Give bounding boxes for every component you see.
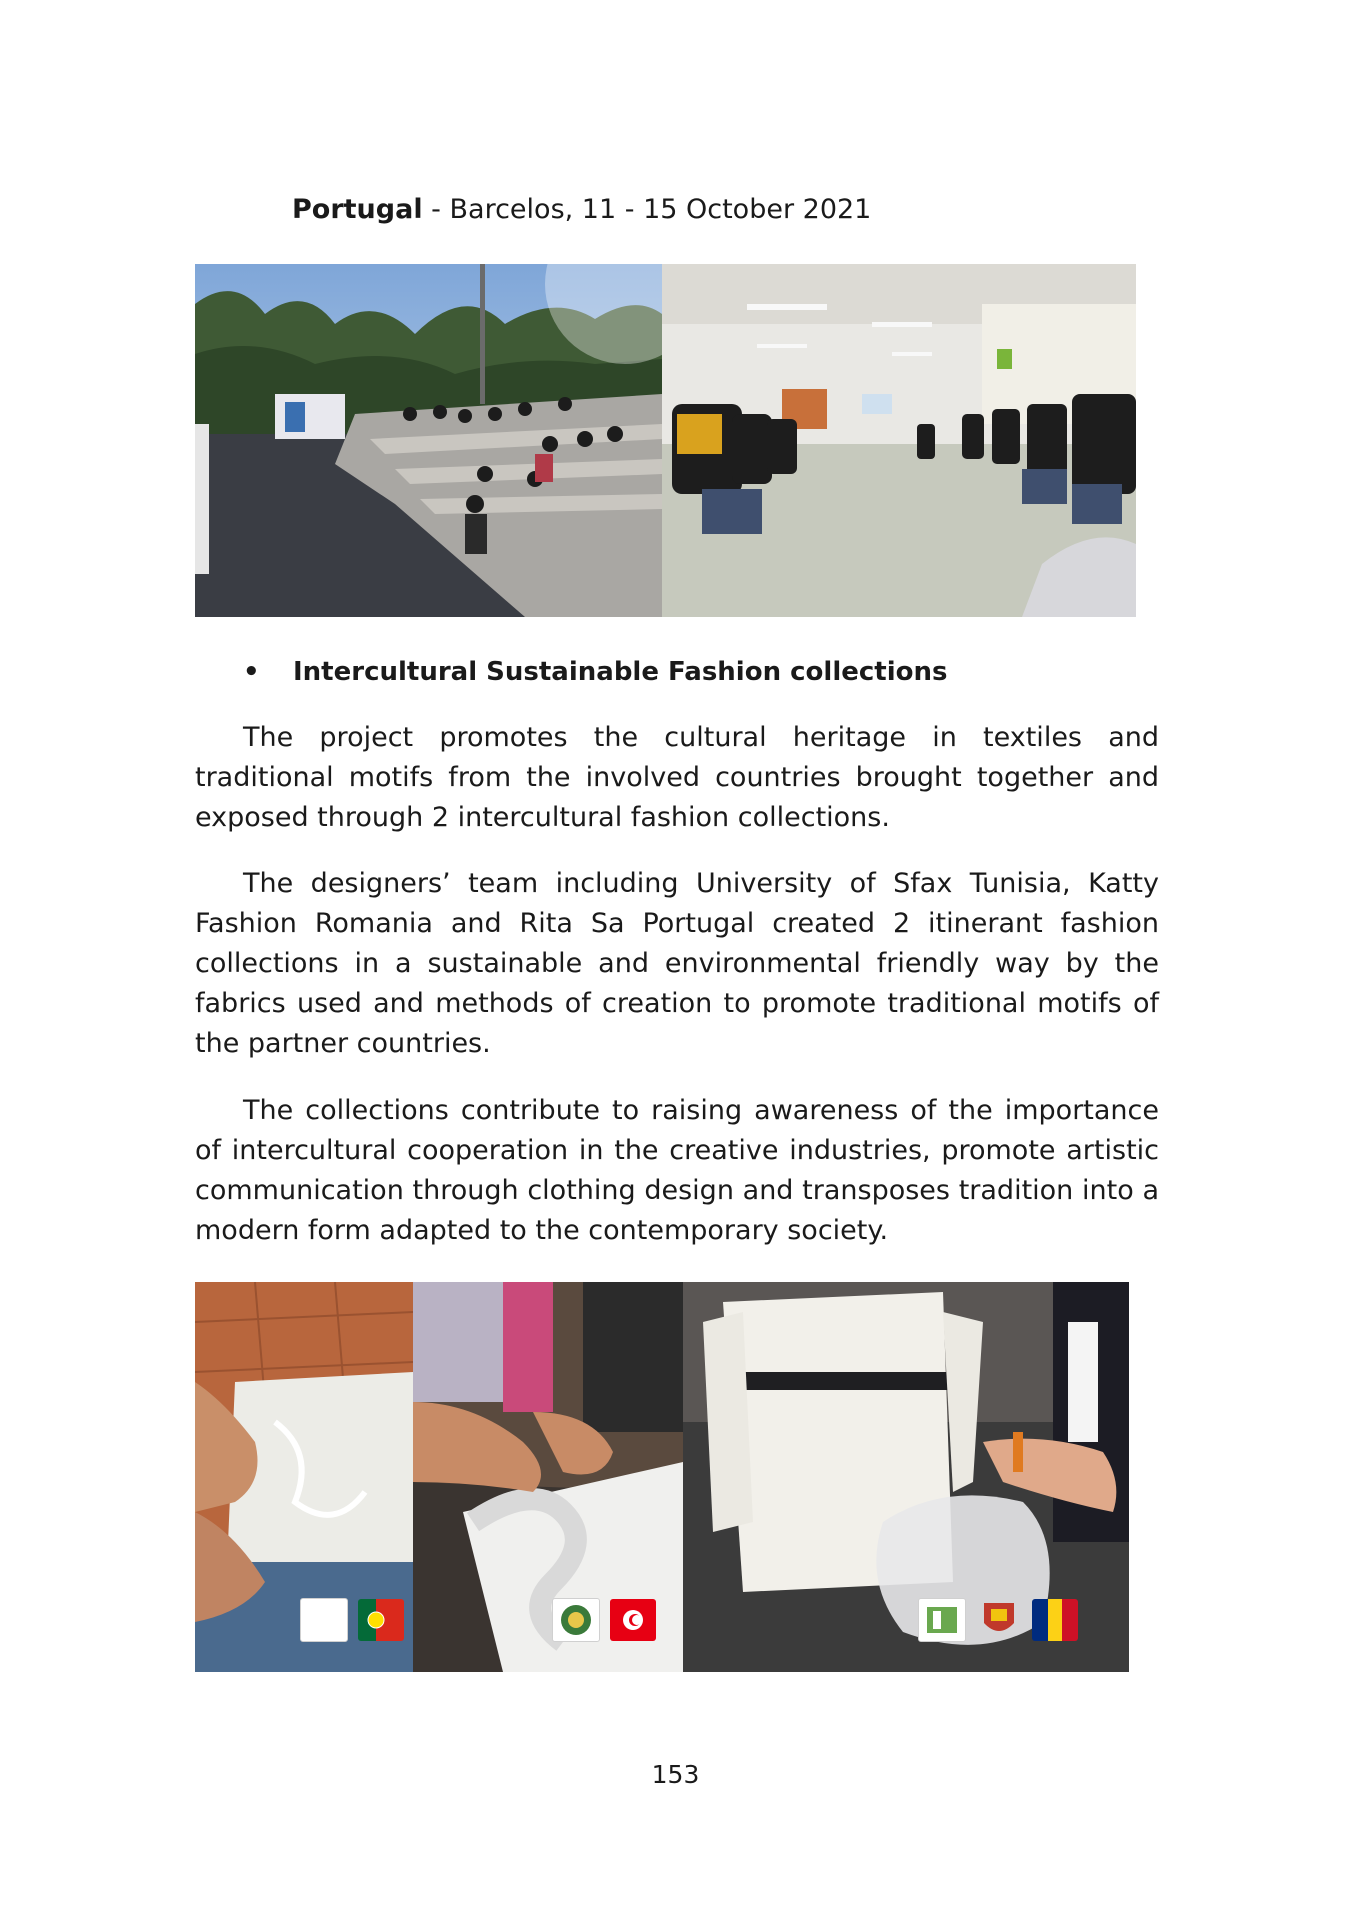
portugal-badges xyxy=(300,1598,404,1642)
katty-fashion-logo-icon xyxy=(918,1598,966,1642)
event-photo-strip xyxy=(195,264,1136,617)
romania-flag-icon xyxy=(1032,1599,1078,1641)
section-bullet xyxy=(243,652,947,692)
designer-logo-icon xyxy=(300,1598,348,1642)
bullet-marker: • xyxy=(243,657,260,687)
indoor-circle-photo xyxy=(662,264,1136,617)
section-title: Intercultural Sustainable Fashion collections xyxy=(293,657,948,687)
university-seal-icon xyxy=(552,1598,600,1642)
heading-separator: - xyxy=(422,194,450,225)
paragraph: The designers’ team including University of Sfax Tunisia, Katty Fashion Romania and Rita Sa Portugal created 2 itinerant fashion collections in a sustainable and environmental friendly way by the fabrics used and methods of creation to promote traditional motifs of the partner countries. xyxy=(195,868,1159,1059)
paragraph: The collections contribute to raising awareness of the importance of intercultural cooperation in the creative industries, promote artistic communication through clothing design and transposes tradition into a modern form adapted to the contemporary society. xyxy=(195,1095,1159,1246)
event-heading xyxy=(292,190,871,230)
school-crest-icon xyxy=(976,1599,1022,1641)
page-number: 153 xyxy=(651,1760,700,1789)
tunisia-badges xyxy=(552,1598,656,1642)
paragraph: The project promotes the cultural heritage in textiles and traditional motifs from the involved countries brought together and exposed through 2 intercultural fashion collections. xyxy=(195,722,1159,833)
event-country: Portugal xyxy=(292,194,423,225)
portugal-flag-icon xyxy=(358,1599,404,1641)
outdoor-amphitheater-photo xyxy=(195,264,662,617)
event-details: Barcelos, 11 - 15 October 2021 xyxy=(449,194,872,225)
tunisia-flag-icon xyxy=(610,1599,656,1641)
romania-badges xyxy=(918,1598,1078,1642)
